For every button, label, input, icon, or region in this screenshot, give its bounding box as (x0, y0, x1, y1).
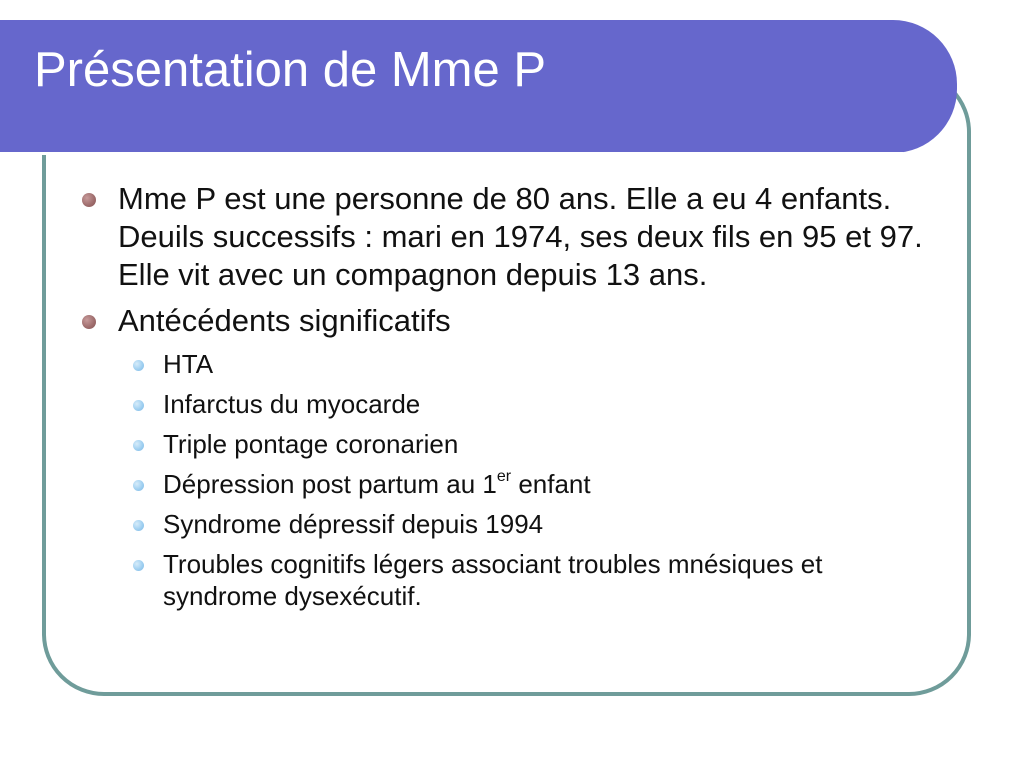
sub-item-syndrome-depressif (82, 508, 942, 540)
sub-bullet-dot-icon (133, 560, 144, 571)
sub-bullet-dot-icon (133, 520, 144, 531)
sub-item-text: Syndrome dépressif depuis 1994 (163, 509, 544, 539)
slide-title: Présentation de Mme P (34, 43, 547, 97)
sub-item-text-before: Dépression post partum au 1 (163, 469, 497, 499)
sub-item-hta (82, 348, 942, 380)
title-underline (0, 152, 903, 155)
sub-item-text: Triple pontage coronarien (163, 429, 459, 459)
sub-item-superscript: er (496, 468, 512, 485)
sub-bullet-dot-icon (133, 360, 144, 371)
sub-item-troubles-cognitifs (82, 548, 942, 612)
sub-item-text: Infarctus du myocarde (163, 389, 421, 419)
sub-item-text: Troubles cognitifs légers associant troubles mnésiques et syndrome dysexécutif. (163, 549, 823, 611)
slide-body (82, 180, 942, 620)
sub-item-text: HTA (163, 349, 214, 379)
sub-item-pontage (82, 428, 942, 460)
sub-item-text-after: enfant (511, 469, 591, 499)
bullet-dot-icon (82, 315, 96, 329)
sub-item-infarctus (82, 388, 942, 420)
bullet-presentation (82, 180, 942, 294)
bullet-antecedents-text: Antécédents significatifs (118, 303, 451, 338)
sub-bullet-dot-icon (133, 400, 144, 411)
sub-item-depression-post-partum (82, 468, 942, 500)
antecedents-list (82, 348, 942, 612)
bullet-antecedents (82, 302, 942, 340)
sub-bullet-dot-icon (133, 480, 144, 491)
sub-bullet-dot-icon (133, 440, 144, 451)
bullet-dot-icon (82, 193, 96, 207)
bullet-presentation-text: Mme P est une personne de 80 ans. Elle a eu 4 enfants. Deuils successifs : mari en 1974, ses deux fils en 95 et 97. Elle vit avec un compagnon depuis 13 ans. (118, 181, 923, 292)
